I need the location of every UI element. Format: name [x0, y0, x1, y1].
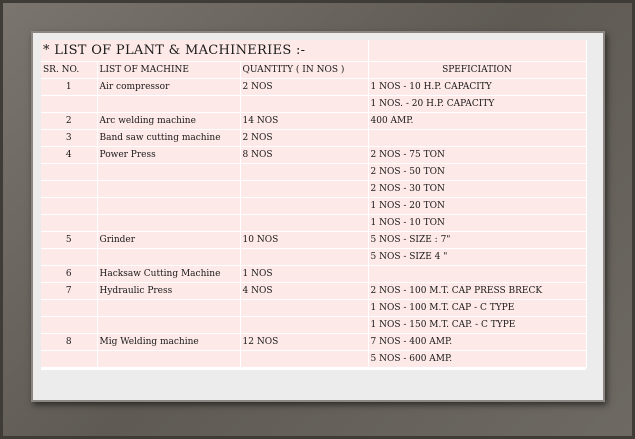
specification-cell: 7 NOS - 400 AMP. [368, 334, 586, 351]
quantity-cell: 10 NOS [240, 232, 368, 249]
table-row [41, 147, 586, 164]
machine-name-cell [97, 96, 240, 113]
header-sr-no: SR. NO. [41, 62, 97, 79]
machine-name-cell [97, 215, 240, 232]
machine-name-cell: Hydraulic Press [97, 283, 240, 300]
sr-no-cell [41, 181, 97, 198]
machine-name-cell [97, 181, 240, 198]
quantity-cell [240, 317, 368, 334]
specification-cell: 5 NOS - SIZE 4 " [368, 249, 586, 266]
sr-no-cell [41, 249, 97, 266]
sr-no-cell [41, 96, 97, 113]
sr-no-cell: 8 [41, 334, 97, 351]
sr-no-cell: 7 [41, 283, 97, 300]
table-row [41, 130, 586, 147]
specification-cell: 2 NOS - 30 TON [368, 181, 586, 198]
header-quantity: QUANTITY ( IN NOS ) [240, 62, 368, 79]
specification-cell: 400 AMP. [368, 113, 586, 130]
quantity-cell [240, 96, 368, 113]
machine-name-cell [97, 198, 240, 215]
specification-cell: 2 NOS - 75 TON [368, 147, 586, 164]
machine-name-cell: Hacksaw Cutting Machine [97, 266, 240, 283]
page-title: * LIST OF PLANT & MACHINERIES :- [41, 40, 368, 62]
machine-name-cell [97, 300, 240, 317]
quantity-cell: 4 NOS [240, 283, 368, 300]
sr-no-cell: 5 [41, 232, 97, 249]
quantity-cell [240, 215, 368, 232]
sr-no-cell [41, 317, 97, 334]
sr-no-cell [41, 215, 97, 232]
table-row [41, 351, 586, 368]
quantity-cell [240, 351, 368, 368]
specification-cell: 5 NOS - SIZE : 7" [368, 232, 586, 249]
quantity-cell: 2 NOS [240, 130, 368, 147]
specification-cell: 1 NOS - 20 TON [368, 198, 586, 215]
machine-name-cell: Mig Welding machine [97, 334, 240, 351]
specification-cell: 2 NOS - 100 M.T. CAP PRESS BRECK [368, 283, 586, 300]
machine-name-cell: Arc welding machine [97, 113, 240, 130]
header-row [41, 62, 586, 79]
specification-cell [368, 130, 586, 147]
specification-cell [368, 266, 586, 283]
sr-no-cell: 4 [41, 147, 97, 164]
sr-no-cell: 6 [41, 266, 97, 283]
header-specification: SPEFICIATION [368, 62, 586, 79]
sr-no-cell [41, 198, 97, 215]
table-row [41, 334, 586, 351]
quantity-cell: 14 NOS [240, 113, 368, 130]
specification-cell: 1 NOS - 100 M.T. CAP - C TYPE [368, 300, 586, 317]
sr-no-cell [41, 300, 97, 317]
title-spacer-cell [368, 40, 586, 62]
specification-cell: 1 NOS. - 20 H.P. CAPACITY [368, 96, 586, 113]
machine-name-cell [97, 249, 240, 266]
table-row [41, 232, 586, 249]
quantity-cell: 1 NOS [240, 266, 368, 283]
table-row [41, 164, 586, 181]
quantity-cell: 8 NOS [240, 147, 368, 164]
quantity-cell [240, 198, 368, 215]
title-row [41, 40, 586, 62]
sr-no-cell [41, 164, 97, 181]
table-row [41, 266, 586, 283]
machine-name-cell: Grinder [97, 232, 240, 249]
specification-cell: 2 NOS - 50 TON [368, 164, 586, 181]
specification-cell: 5 NOS - 600 AMP. [368, 351, 586, 368]
sr-no-cell: 2 [41, 113, 97, 130]
sr-no-cell [41, 351, 97, 368]
sr-no-cell: 3 [41, 130, 97, 147]
specification-cell: 1 NOS - 10 TON [368, 215, 586, 232]
specification-cell: 1 NOS - 10 H.P. CAPACITY [368, 79, 586, 96]
table-row [41, 249, 586, 266]
table-row [41, 79, 586, 96]
document-sheet [41, 40, 586, 370]
quantity-cell: 12 NOS [240, 334, 368, 351]
machine-name-cell: Air compressor [97, 79, 240, 96]
quantity-cell: 2 NOS [240, 79, 368, 96]
table-row [41, 283, 586, 300]
quantity-cell [240, 300, 368, 317]
quantity-cell [240, 181, 368, 198]
table-row [41, 113, 586, 130]
machine-name-cell: Band saw cutting machine [97, 130, 240, 147]
sr-no-cell: 1 [41, 79, 97, 96]
specification-cell: 1 NOS - 150 M.T. CAP. - C TYPE [368, 317, 586, 334]
machine-name-cell [97, 317, 240, 334]
machine-name-cell: Power Press [97, 147, 240, 164]
table-row [41, 198, 586, 215]
table-row [41, 215, 586, 232]
table-row [41, 96, 586, 113]
table-row [41, 300, 586, 317]
quantity-cell [240, 249, 368, 266]
machine-name-cell [97, 164, 240, 181]
machinery-table [41, 40, 587, 368]
table-row [41, 317, 586, 334]
quantity-cell [240, 164, 368, 181]
machine-name-cell [97, 351, 240, 368]
header-machine: LIST OF MACHINE [97, 62, 240, 79]
table-row [41, 181, 586, 198]
